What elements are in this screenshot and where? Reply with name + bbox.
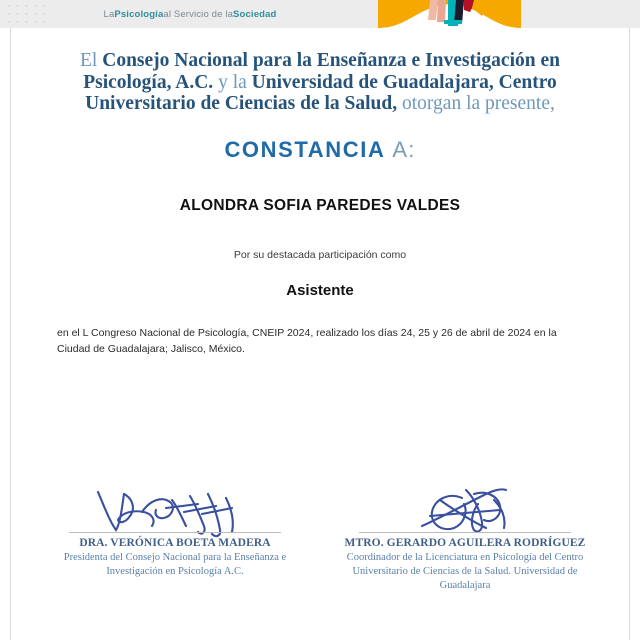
heading-line1-strong: Consejo Nacional para la Enseñanza e Investigación en xyxy=(102,50,560,71)
event-description: en el L Congreso Nacional de Psicología, CNEIP 2024, realizado los días 24, 25 y 26 de abril de 2024 en la Ciudad de Guadalajara; Jalisco, México. xyxy=(57,326,557,355)
constancia-word: CONSTANCIA xyxy=(224,136,385,162)
participation-text: Por su destacada participación como xyxy=(233,248,407,261)
browser-top-strip xyxy=(0,0,640,28)
heading-line3-strong: Universitario de Ciencias de la Salud, xyxy=(85,93,398,114)
signatory-name-left: DRA. VERÓNICA BOETA MADERA xyxy=(79,537,271,549)
signatory-role-right: Coordinador de la Licenciatura en Psicología del Centro Universitario de Ciencias de la Salud. Universidad de Guadalajara xyxy=(346,552,584,591)
constancia-title xyxy=(11,115,629,163)
site-tagline xyxy=(0,0,380,28)
heading-line1-light: El xyxy=(80,50,98,71)
tagline-word-sociedad: Sociedad xyxy=(233,8,277,20)
participation-role: Asistente xyxy=(286,281,354,299)
tagline-middle: al Servicio de la xyxy=(163,8,234,20)
signatory-role-left: Presidenta del Consejo Nacional para la Enseñanza e Investigación en Psicología A.C. xyxy=(63,552,287,577)
signatory-name-right: MTRO. GERARDO AGUILERA RODRÍGUEZ xyxy=(344,537,586,549)
certificate-page xyxy=(10,28,630,640)
tagline-prefix: La xyxy=(103,8,115,20)
signature-block-right xyxy=(331,486,599,593)
tagline-word-psicologia: Psicología xyxy=(114,8,164,20)
recipient-name: ALONDRA SOFIA PAREDES VALDES xyxy=(179,196,461,214)
heading-line2-strong-a: Psicología, A.C. xyxy=(83,71,214,93)
signature-section xyxy=(11,486,629,593)
certificate-heading xyxy=(11,28,629,115)
constancia-suffix: A: xyxy=(392,136,416,162)
signature-mark-veronica-boeta-icon xyxy=(41,486,309,532)
signature-mark-gerardo-aguilera-icon xyxy=(331,486,599,532)
cneip-banner-illustration-icon xyxy=(378,0,521,28)
signature-block-left xyxy=(41,486,309,593)
heading-line3-light: otorgan la presente, xyxy=(402,93,555,114)
heading-line2-light: y la xyxy=(218,71,247,93)
heading-line2-strong-b: Universidad de Guadalajara, Centro xyxy=(251,71,557,93)
